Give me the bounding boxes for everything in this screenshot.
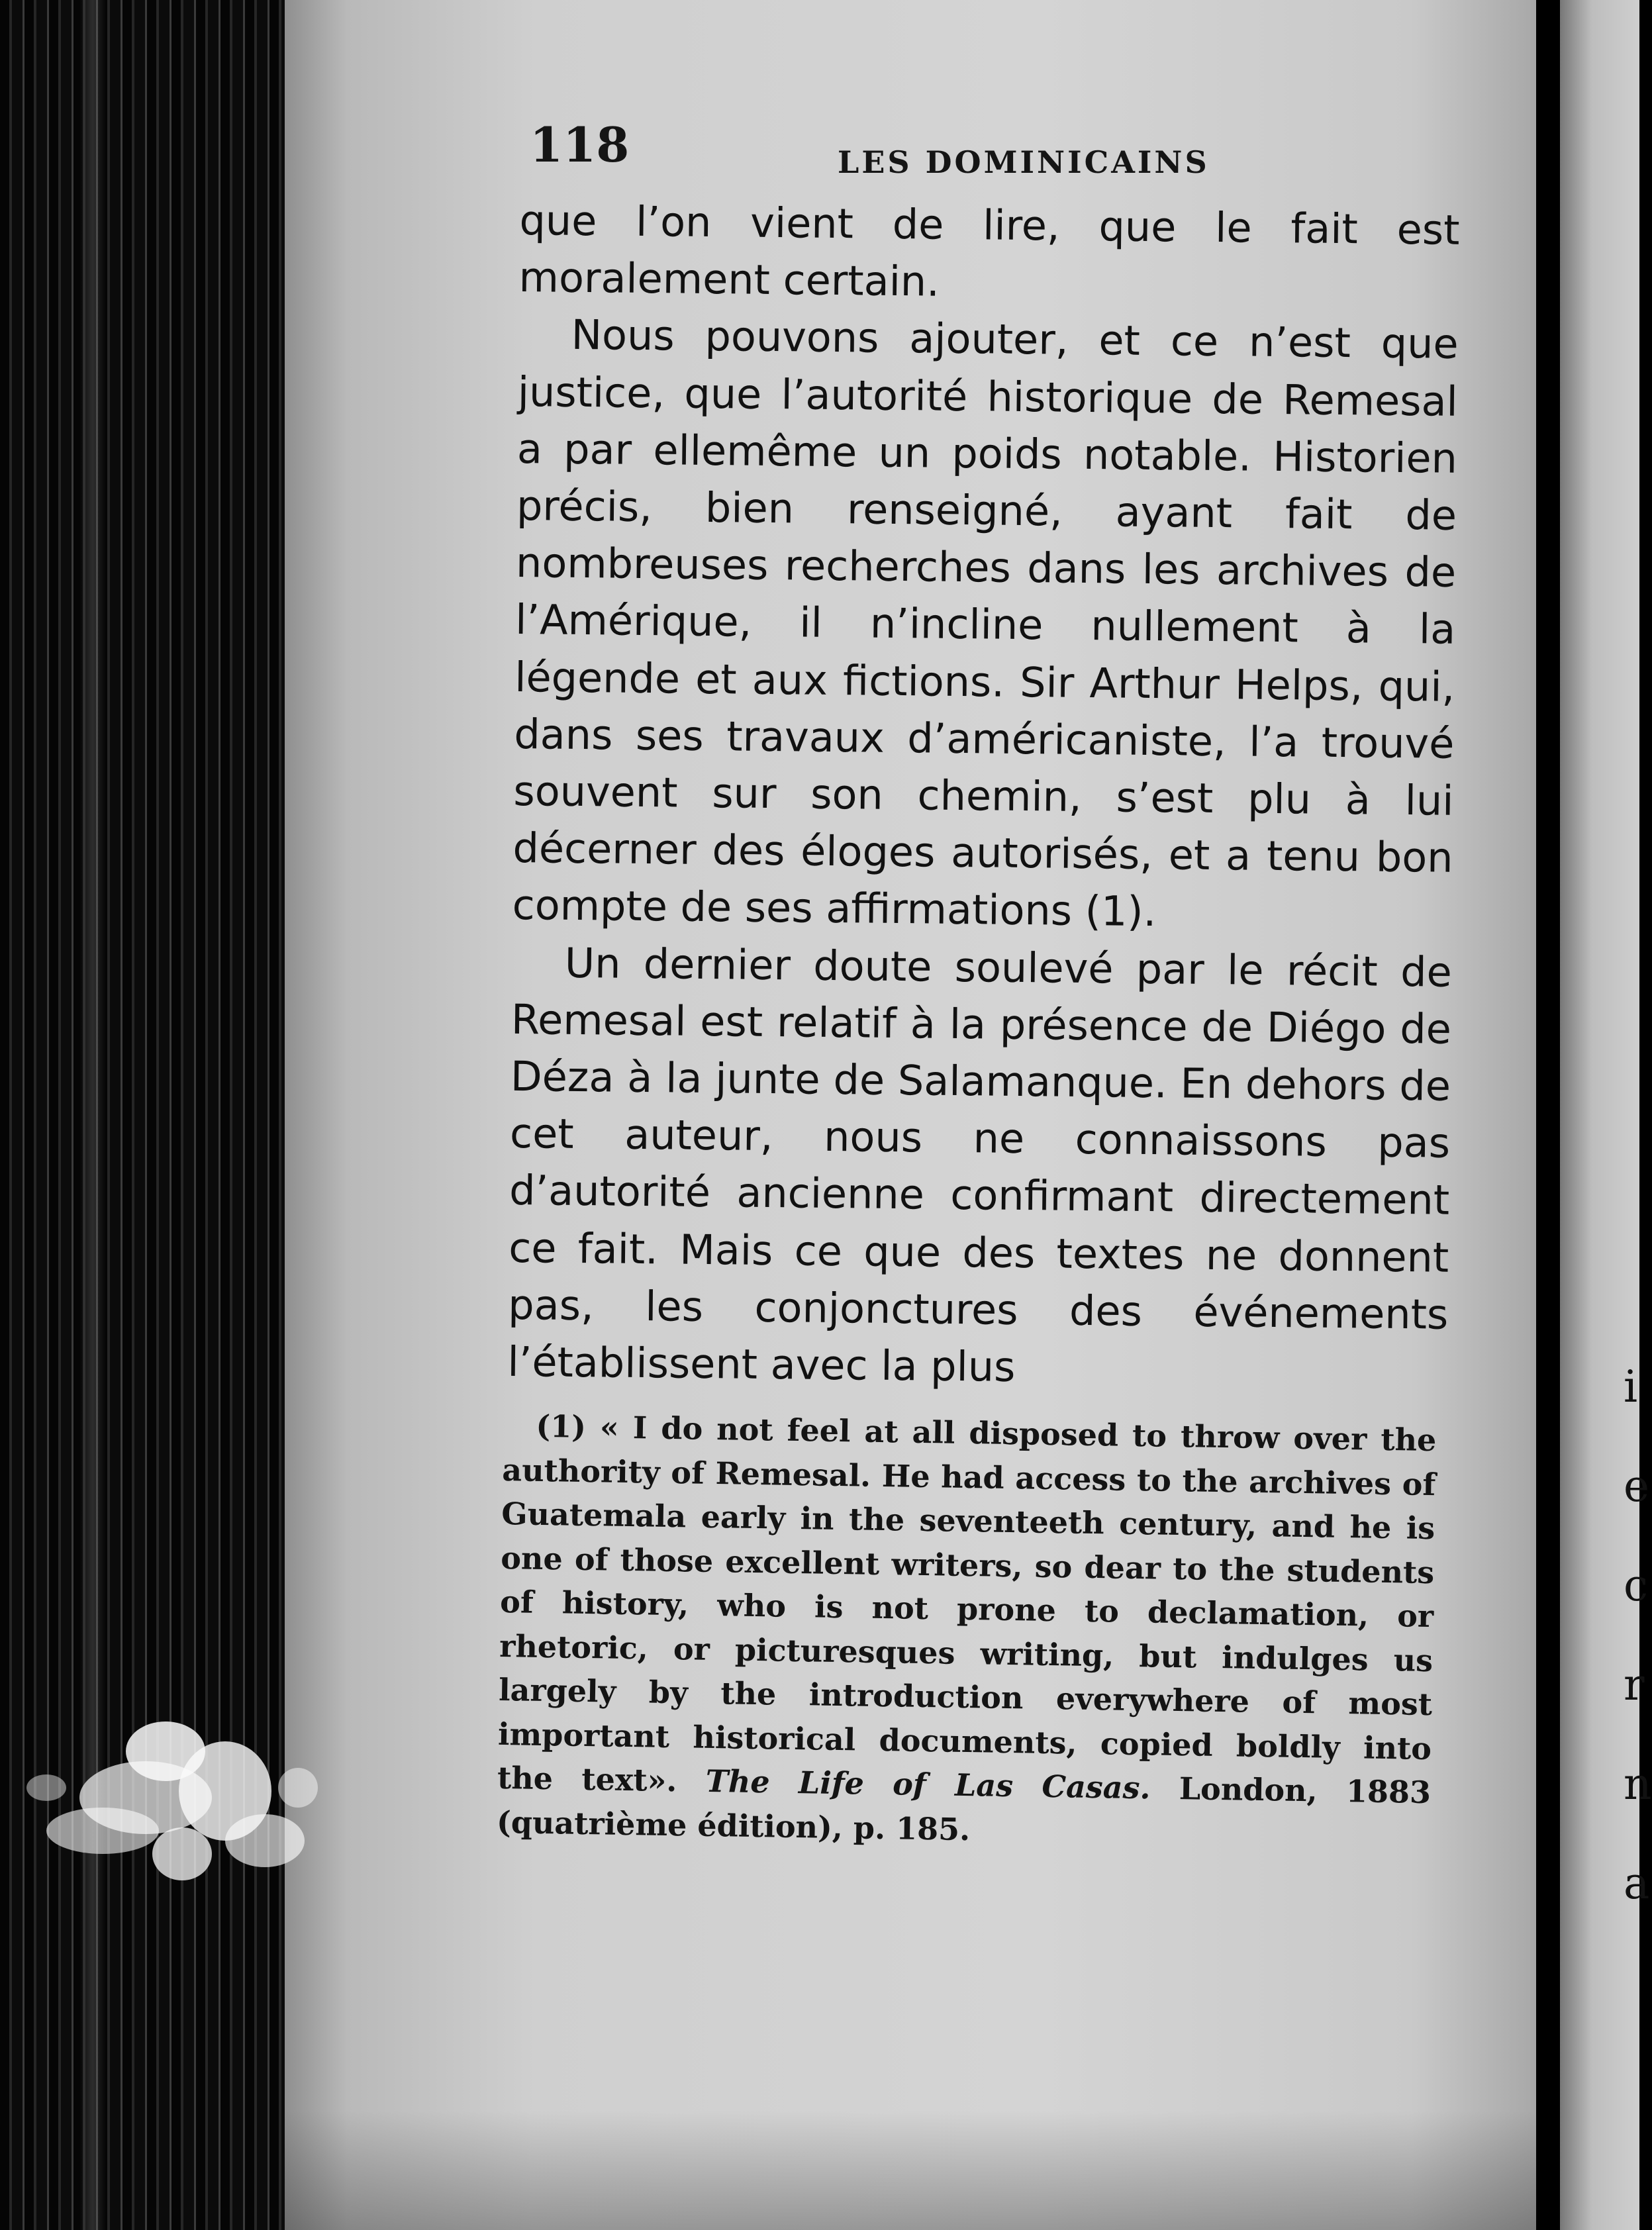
footnote-quote: (1) « I do not feel at all disposed to throw over the authority of Remesal. He had access to the archives of Guatemala early in the seventeeth century, and he is one of those excellent writers, so dear to the students of history, who is not prone to declamation, or rhetoric, or picturesques writing, but indulges us largely by the introduction everywhere of most important historical documents, copied boldly into the text». — [497, 1408, 1437, 1799]
page-shadow — [285, 2111, 1536, 2230]
adjacent-page-letters: i e c r n a — [1624, 1361, 1652, 1909]
page-gutter — [1536, 0, 1560, 2230]
paragraph-2: Nous pouvons ajouter, et ce n’est que justice, que l’autorité historique de Remesal a par ellemême un poids notable. Historien précis, bien renseigné, ayant fait de nombreuses recherches dans les archives de l’Amérique, il n’incline nullement à la légende et aux fictions. Sir Arthur Helps, qui, dans ses travaux d’américaniste, l’a trouvé souvent sur son chemin, s’est plu à lui décerner des éloges autorisés, et a tenu bon compte de ses affirmations (1). — [512, 311, 1459, 936]
paragraph-3: Un dernier doute soulevé par le récit de Remesal est relatif à la présence de Diégo de Déza à la junte de Salamanque. En dehors de cet auteur, nous ne connaissons pas d’autorité ancienne confirmant directement ce fait. Mais ce que des textes ne donnent pas, les conjonctures des événements l’établissent avec la plus — [507, 938, 1453, 1391]
footnote — [497, 1404, 1437, 1859]
page-number: 118 — [530, 117, 630, 173]
paragraph-1: que l’on vient de lire, que le fait est moralement certain. — [518, 195, 1460, 306]
paper-damage-stain — [26, 1695, 338, 1894]
body-text — [507, 192, 1460, 1400]
binding-glare — [79, 0, 106, 2230]
footnote-citation: London, 1883 (quatrième édition), p. 185. — [496, 1770, 1432, 1847]
book-binding-edge — [0, 0, 285, 2230]
footnote-paragraph — [497, 1404, 1437, 1859]
running-head: LES DOMINICAINS — [838, 144, 1210, 180]
page-header — [530, 117, 1457, 180]
footnote-book-title: The Life of Las Casas. — [705, 1763, 1151, 1806]
